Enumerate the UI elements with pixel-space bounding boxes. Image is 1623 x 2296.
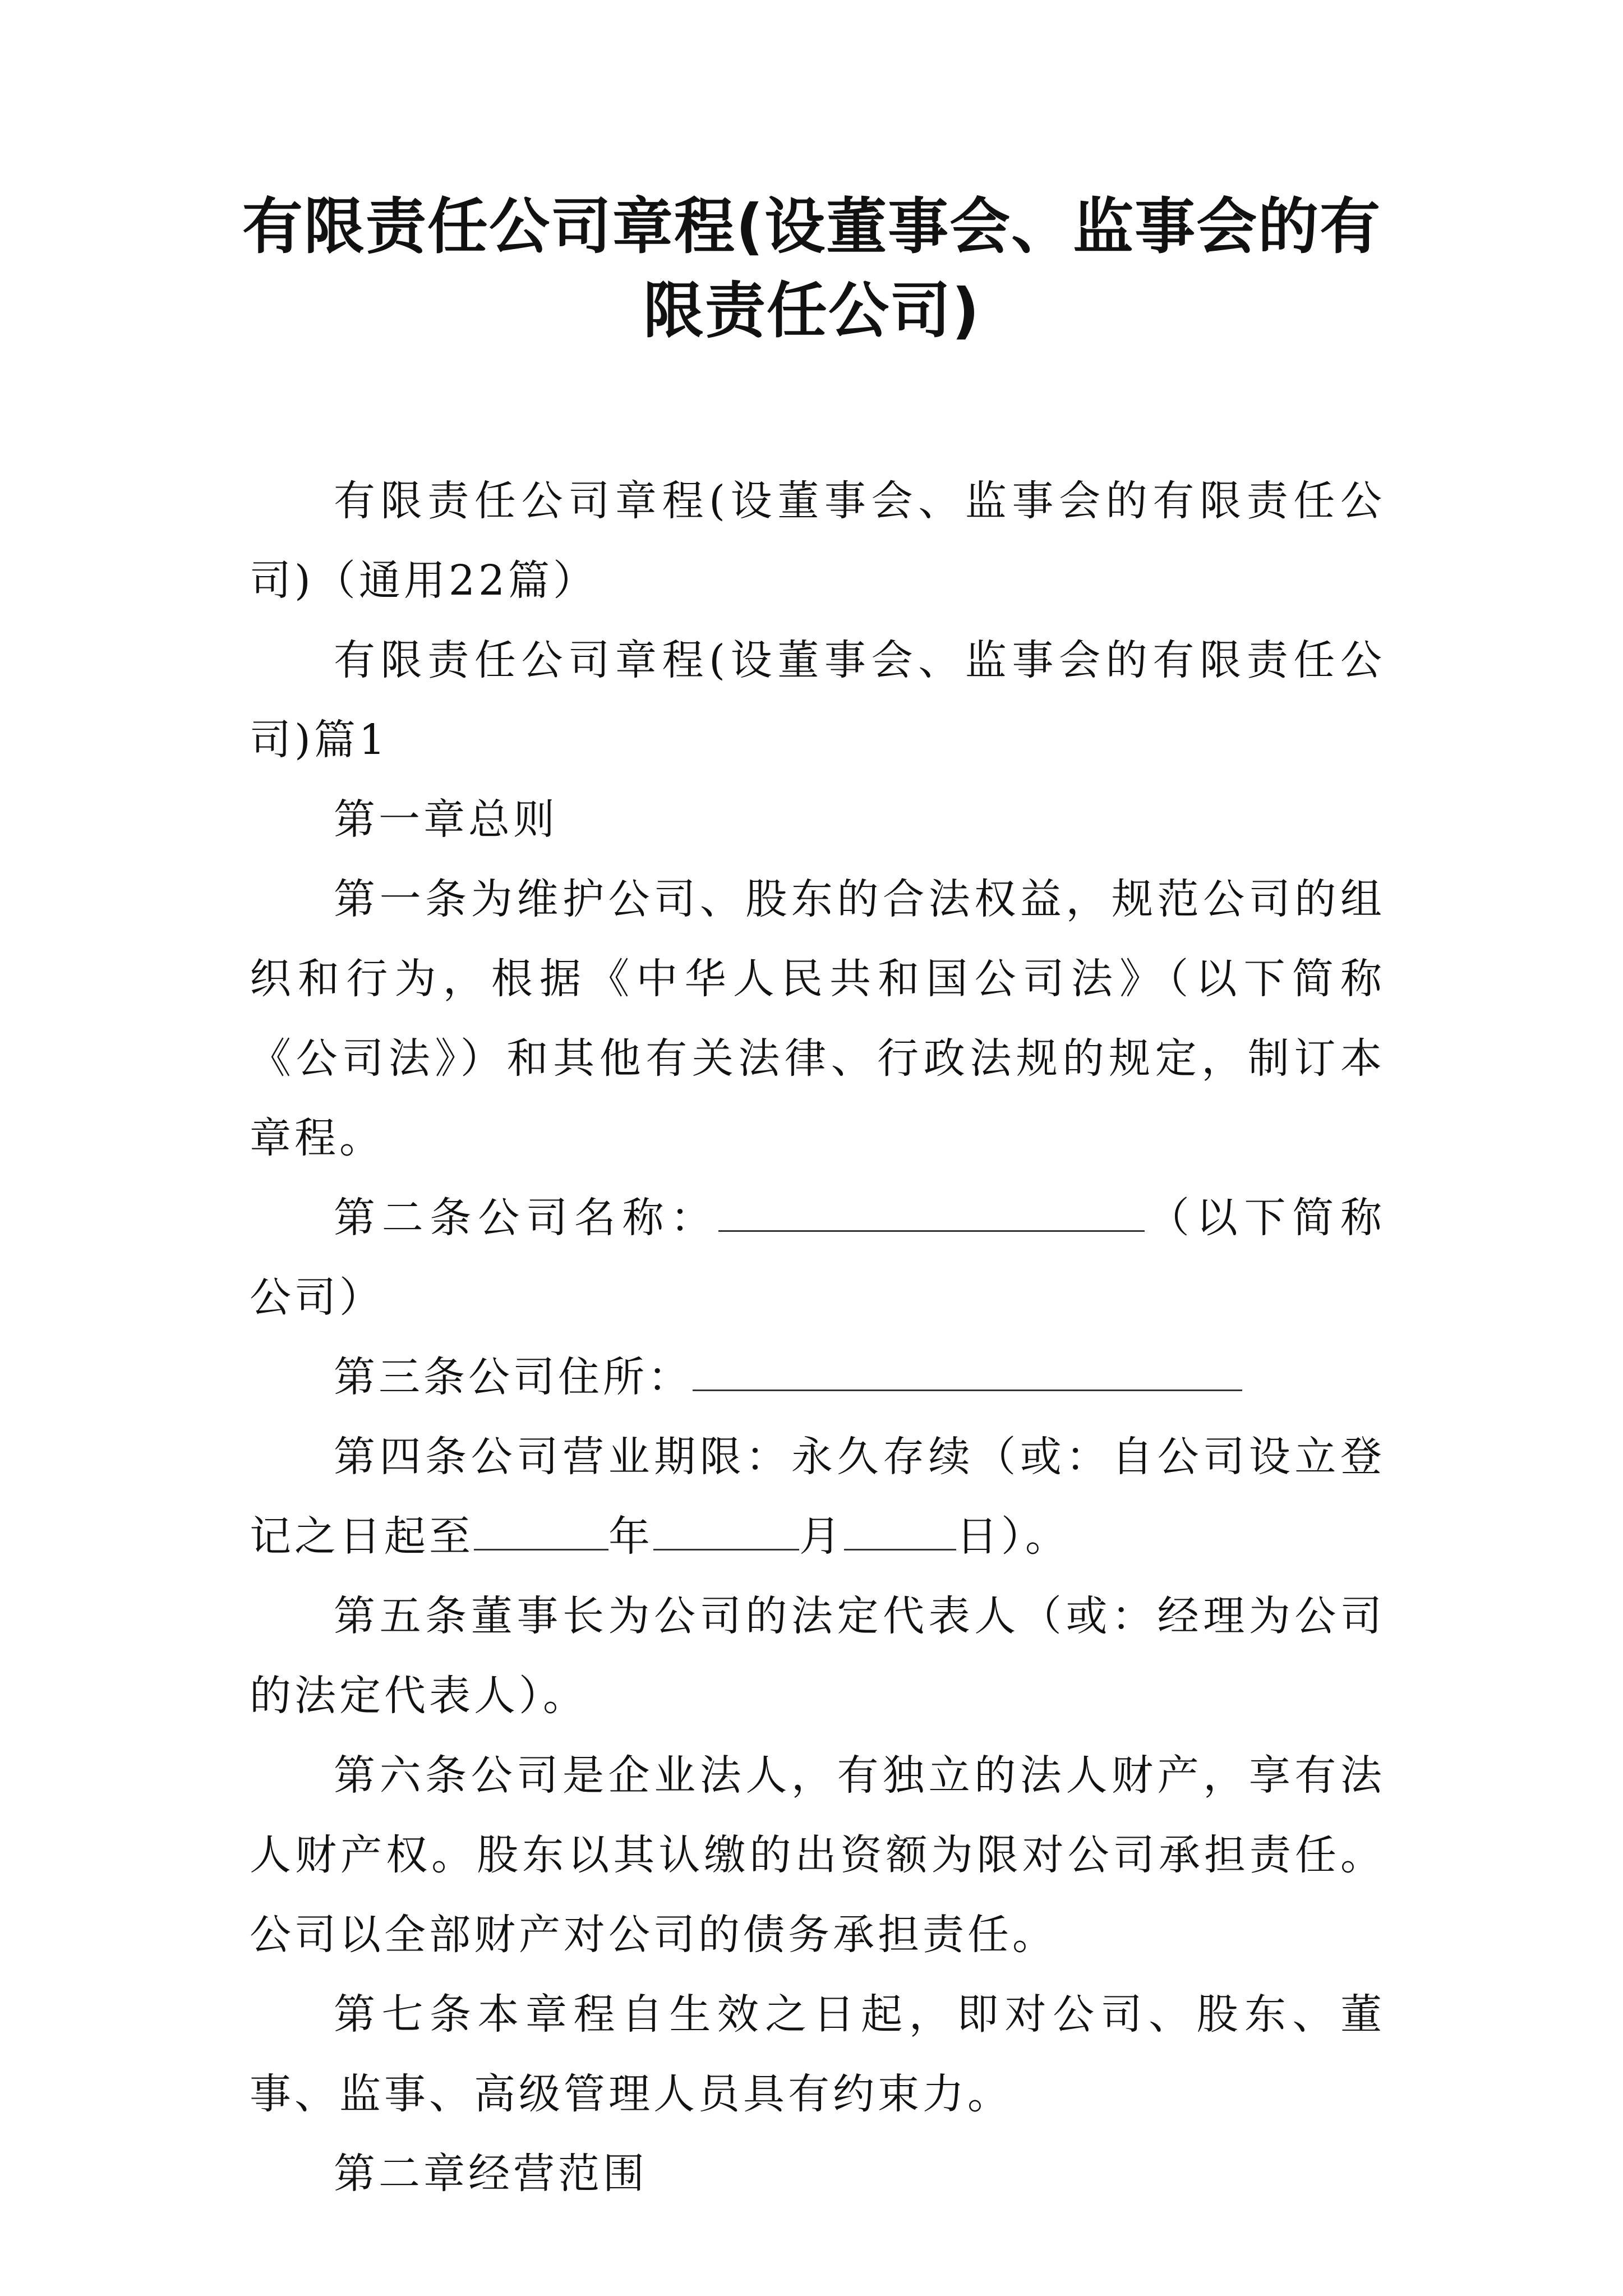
document-title (236, 185, 1388, 353)
article-1: 第一条为维护公司、股东的合法权益，规范公司的组织和行为，根据《中华人民共和国公司法》（以下简称《公司法》）和其他有关法律、行政法规的规定，制订本章程。 (250, 875, 1385, 1162)
document-body (250, 461, 1385, 2214)
year-label: 年 (608, 1512, 653, 1561)
article-3-prefix: 第三条公司住所： (334, 1353, 693, 1401)
article-4-suffix: 日）。 (956, 1512, 1070, 1561)
intro-paragraph: 有限责任公司章程(设董事会、监事会的有限责任公司)（通用22篇） (250, 477, 1385, 605)
article-4-prefix: 第四条公司营业期限：永久存续（或：自公司设立登记之日起至 (250, 1433, 1385, 1561)
year-blank (474, 1505, 608, 1550)
article-5: 第五条董事长为公司的法定代表人（或：经理为公司的法定代表人）。 (250, 1592, 1385, 1720)
company-name-blank (718, 1186, 1145, 1232)
article-2 (250, 1178, 1385, 1337)
article-2-suffix: （以下简称公司） (250, 1194, 1386, 1322)
chapter-1-heading: 第一章总则 (334, 795, 558, 844)
chapter-2-heading: 第二章经营范围 (334, 2150, 648, 2198)
month-blank (653, 1505, 799, 1550)
day-blank (844, 1505, 956, 1550)
month-label: 月 (799, 1512, 844, 1561)
article-2-prefix: 第二条公司名称： (334, 1194, 719, 1242)
article-4 (250, 1417, 1385, 1576)
section-heading: 有限责任公司章程(设董事会、监事会的有限责任公司)篇1 (250, 636, 1385, 764)
article-7: 第七条本章程自生效之日起，即对公司、股东、董事、监事、高级管理人员具有约束力。 (250, 1990, 1385, 2118)
title-line-1: 有限责任公司章程(设董事会、监事会的有 (242, 192, 1382, 262)
title-line-2: 限责任公司) (643, 276, 981, 346)
article-3 (250, 1337, 1385, 1417)
company-address-blank (693, 1346, 1242, 1391)
article-6: 第六条公司是企业法人，有独立的法人财产，享有法人财产权。股东以其认缴的出资额为限对公司承担责任。公司以全部财产对公司的债务承担责任。 (250, 1751, 1385, 1959)
